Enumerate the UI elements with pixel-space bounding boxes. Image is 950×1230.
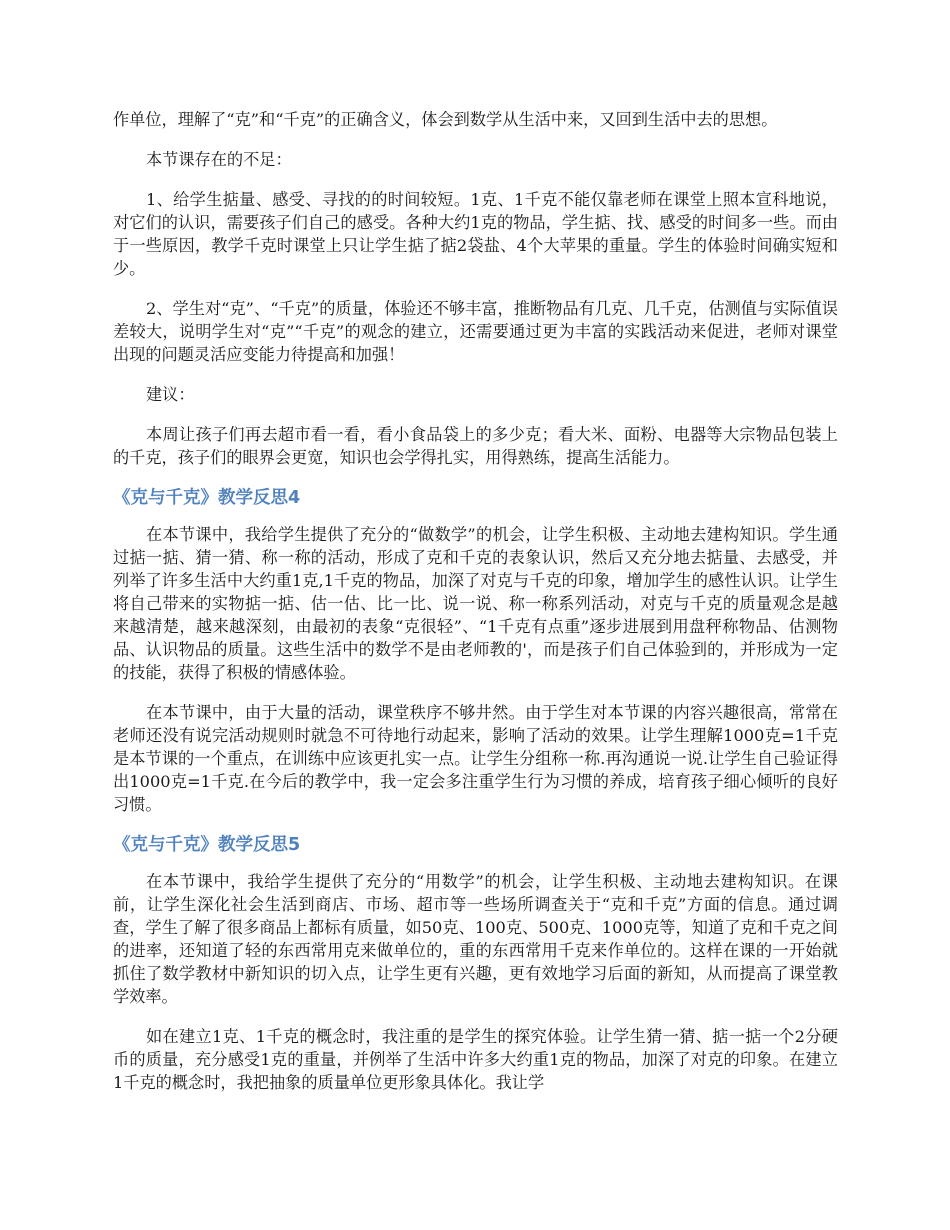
section-heading-4: 《克与千克》教学反思4 (113, 488, 301, 508)
paragraph-reflection-4-b: 在本节课中，由于大量的活动，课堂秩序不够井然。由于学生对本节课的内容兴趣很高，常常在老师还没有说完活动规则时就急不可待地行动起来，影响了活动的效果。让学生理解1000克=1千克是本节课的一个重点，在训练中应该更扎实一点。让学生分组称一称.再沟通说一说.让学生自己验证得出1000克=1千克.在今后的教学中，我一定会多注重学生行为习惯的养成，培育孩子细心倾听的良好习惯。 (113, 703, 838, 814)
paragraph-continuation: 作单位，理解了“克”和“千克”的正确含义，体会到数学从生活中来，又回到生活中去的思想。 (113, 110, 778, 129)
section-heading-5: 《克与千克》教学反思5 (113, 835, 301, 855)
paragraph-suggestion: 本周让孩子们再去超市看一看，看小食品袋上的多少克；看大米、面粉、电器等大宗物品包装上的千克，孩子们的眼界会更宽，知识也会学得扎实，用得熟练，提高生活能力。 (113, 425, 838, 467)
paragraph-reflection-5-b: 如在建立1克、1千克的概念时，我注重的是学生的探究体验。让学生猜一猜、掂一掂一个2分硬币的质量，充分感受1克的重量，并例举了生活中许多大约重1克的物品，加深了对克的印象。在建立1千克的概念时，我把抽象的质量单位更形象具体化。我让学 (113, 1027, 838, 1092)
paragraph-shortcoming-1: 1、给学生掂量、感受、寻找的的时间较短。1克、1千克不能仅靠老师在课堂上照本宣科地说，对它们的认识，需要孩子们自己的感受。各种大约1克的物品，学生掂、找、感受的时间多一些。而由于一些原因，教学千克时课堂上只让学生掂了掂2袋盐、4个大苹果的重量。学生的体验时间确实短和少。 (113, 190, 838, 278)
document-body (113, 108, 838, 1111)
paragraph-shortcoming-2: 2、学生对“克”、“千克”的质量，体验还不够丰富，推断物品有几克、几千克，估测值与实际值误差较大，说明学生对“克”“千克”的观念的建立，还需要通过更为丰富的实践活动来促进，老师对课堂出现的问题灵活应变能力待提高和加强！ (113, 299, 838, 364)
paragraph-shortcomings-intro: 本节课存在的不足： (146, 150, 292, 169)
paragraph-suggestion-label: 建议： (146, 385, 195, 404)
paragraph-reflection-4-a: 在本节课中，我给学生提供了充分的“做数学”的机会，让学生积极、主动地去建构知识。学生通过掂一掂、猜一猜、称一称的活动，形成了克和千克的表象认识，然后又充分地去掂量、去感受，并列举了许多生活中大约重1克,1千克的物品，加深了对克与千克的印象，增加学生的感性认识。让学生将自己带来的实物掂一掂、估一估、比一比、说一说、称一称系列活动，对克与千克的质量观念是越来越清楚，越来越深刻，由最初的表象“克很轻”、“1千克有点重”逐步进展到用盘秤称物品、估测物品、认识物品的质量。这些生活中的数学不是由老师教的'，而是孩子们自己体验到的，并形成为一定的技能，获得了积极的情感体验。 (113, 525, 838, 682)
paragraph-reflection-5-a: 在本节课中，我给学生提供了充分的“用数学”的机会，让学生积极、主动地去建构知识。在课前，让学生深化社会生活到商店、市场、超市等一些场所调查关于“克和千克”方面的信息。通过调查，学生了解了很多商品上都标有质量，如50克、100克、500克、1000克等，知道了克和千克之间的进率，还知道了轻的东西常用克来做单位的，重的东西常用千克来作单位的。这样在课的一开始就抓住了数学教材中新知识的切入点，让学生更有兴趣，更有效地学习后面的新知，从而提高了课堂教学效率。 (113, 872, 838, 1006)
